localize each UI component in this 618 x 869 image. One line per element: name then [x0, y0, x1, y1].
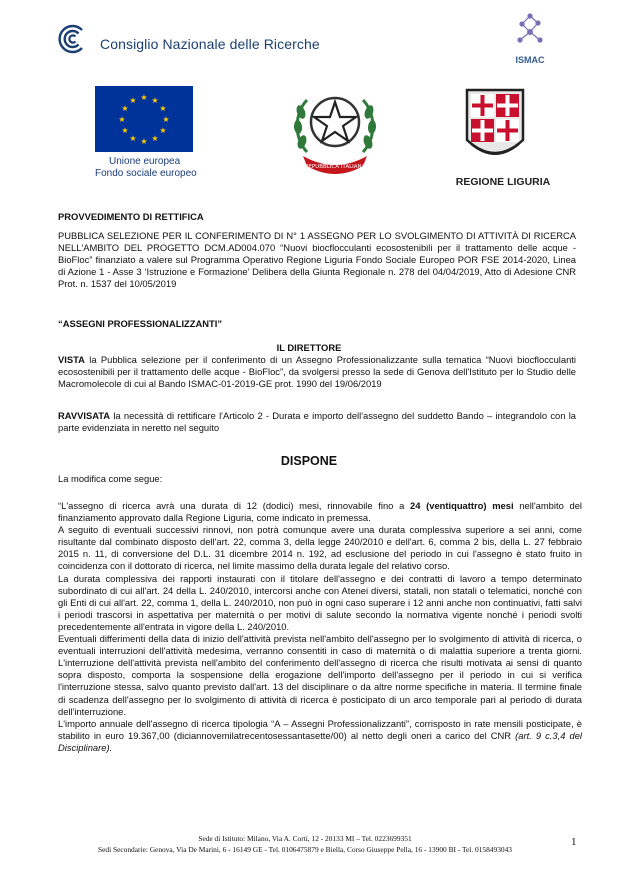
footer-line-1: Sede di Istituto: Milano, Via A. Corti, 12 - 20133 MI – Tel. 0223699351 — [198, 834, 412, 843]
cnr-logo-icon — [56, 22, 90, 56]
svg-text:★: ★ — [121, 126, 129, 135]
liguria-shield — [463, 86, 527, 172]
ravvisata-text: la necessità di rettificare l'Articolo 2 - Durata e importo dell'assegno del suddetto Bando – integrandolo con la parte evidenziata in neretto nel seguito — [58, 410, 576, 434]
director-heading: IL DIRETTORE — [276, 342, 342, 353]
region-name: REGIONE LIGURIA — [455, 176, 551, 188]
p5-text: L'importo annuale dell'assegno di ricerca tipologia “A – Assegni Professionalizzanti”, corrisposto in rate mensili posticipate, è stabilito in euro 19.367,00 (diciannovemilatrecentosessantasette/00) al netto degli oneri a carico del CNR — [58, 717, 582, 741]
italian-emblem — [285, 82, 385, 182]
vista-keyword: VISTA — [58, 354, 85, 365]
assegni-heading: “ASSEGNI PROFESSIONALIZZANTI” — [58, 318, 223, 329]
emblem-ribbon-text: REPUBBLICA ITALIANA — [304, 164, 366, 170]
page-number: 1 — [571, 836, 577, 848]
svg-text:★: ★ — [151, 96, 159, 105]
emblem-icon — [285, 82, 385, 182]
shield-icon — [463, 86, 527, 172]
svg-text:★: ★ — [121, 104, 129, 113]
cnr-logo — [56, 22, 90, 56]
vista-paragraph — [58, 354, 576, 390]
vista-text: la Pubblica selezione per il conferimento di un Assegno Professionalizzante sulla tematica “Nuovi biocflocculanti ecosostenibili per il trattamento delle acque - BioFloc”, da svolgersi presso la sede di Genova dell'Istituto per lo Studio delle Macromolecole di cui al Bando ISMAC-01-2019-GE prot. 1990 del 19/06/2019 — [58, 354, 576, 390]
intro-text: PUBBLICA SELEZIONE PER IL CONFERIMENTO DI N° 1 ASSEGNO PER LO SVOLGIMENTO DI ATTIVITÀ DI RICERCA NELL'AMBITO DEL PROGETTO DCM.AD004.070 “Nuovi biocflocculanti ecosostenibili per il trattamento delle acque - BioFloc” finanziato a valere sul Programma Operativo Regione Liguria Fondo Sociale Europeo POR FSE 2014-2020, Linea di Azione 1 - Asse 3 ‘Istruzione e Formazione’ Delibera della Giunta Regionale n. 278 del 04/04/2019, Atto di Adesione CNR Prot. n. 1537 del 10/05/2019 — [58, 230, 576, 290]
dispone-heading: DISPONE — [280, 454, 338, 468]
paragraph-3: La durata complessiva dei rapporti instaurati con il titolare dell'assegno e dei contratti di lavoro a tempo determinato subordinato di cui all'art. 24 della L. 240/2010, intercorsi anche con Atenei diversi, statali, non statali o telematici, nonché con gli Enti di cui all'art. 22, comma 1, della L. 240/2010, non può in ogni caso superare i 12 anni anche non continuativi, fatti salvi i periodi trascorsi in aspettativa per maternità o per motivi di salute secondo la normativa vigente nonché i periodi svolti precedentemente all'entrata in vigore della L. 240/2010. — [58, 572, 582, 632]
p5-italic: (art. 9 c.3,4 del Disciplinare). — [58, 729, 583, 753]
paragraph-1 — [58, 500, 582, 524]
ismac-label: ISMAC — [515, 55, 545, 65]
svg-text:★: ★ — [140, 93, 148, 102]
eu-flag — [95, 86, 193, 152]
paragraph-2: A seguito di eventuali successivi rinnovi, non potrà comunque avere una durata complessiva superiore a sei anni, come risultante dal combinato disposto dell'art. 22, comma 3, della legge 240/2010 e dell'art. 6, comma 2 bis, della L. 27 febbraio 2015 n. 11, di conversione del D.L. 31 dicembre 2014 n. 192, ad esclusione del periodo in cui l'assegno è stato fruito in coincidenza con il dottorato di ricerca, nel limite massimo della durata legale del relativo corso. — [58, 524, 582, 572]
eu-stars-icon — [95, 86, 193, 152]
svg-text:★: ★ — [151, 134, 159, 143]
ravvisata-keyword: RAVVISATA — [58, 410, 111, 421]
svg-text:★: ★ — [129, 134, 137, 143]
footer-line-2: Sedi Secondarie: Genova, Via De Marini, 6 - 16149 GE - Tel. 0106475879 e Biella, Corso Giuseppe Pella, 16 - 13900 BI - Tel. 0158493043 — [98, 844, 512, 854]
eu-line-2: Fondo sociale europeo — [95, 168, 197, 179]
p1-part-c: nell'ambito del finanziamento approvato dalla Regione Liguria, come indicato in premessa. — [58, 500, 582, 524]
svg-text:★: ★ — [159, 104, 167, 113]
paragraph-4: Eventuali differimenti della data di inizio dell'attività prevista nell'ambito dell'assegno per lo svolgimento di attività di ricerca, o eventuali interruzioni dell'attività medesima, verranno consentiti in caso di maternità o di malattia superiore a trenta giorni. L'interruzione dell'attività prevista nell'ambito del conferimento dell'assegno di ricerca che risulti motivata ai sensi di quanto sopra disposto, comporta la sospensione della erogazione dell'importo dell'assegno per il periodo in cui si verifica l'interruzione stessa, salvo quanto previsto dall'art. 13 del disciplinare o da altre norme specifiche in materia. Il termine finale di scadenza dell'assegno per lo svolgimento di attività di ricerca è posticipato di un arco temporale pari al periodo di durata dell'interruzione. — [58, 633, 582, 717]
org-name: Consiglio Nazionale delle Ricerche — [100, 36, 320, 52]
modifica-line: La modifica come segue: — [58, 473, 163, 484]
eu-caption — [95, 156, 215, 180]
footer — [40, 834, 570, 855]
p1-bold: 24 (ventiquattro) mesi — [409, 500, 514, 511]
eu-line-1: Unione europea — [109, 156, 181, 167]
svg-text:★: ★ — [129, 96, 137, 105]
paragraph-5 — [58, 718, 582, 754]
molecule-icon — [508, 10, 552, 48]
article-text — [58, 500, 582, 754]
svg-text:★: ★ — [118, 115, 126, 124]
ismac-logo — [508, 10, 552, 64]
doc-intro — [58, 230, 576, 290]
svg-text:★: ★ — [159, 126, 167, 135]
svg-text:★: ★ — [162, 115, 170, 124]
ravvisata-paragraph — [58, 410, 576, 434]
svg-text:★: ★ — [140, 137, 148, 146]
p1-part-a: “L'assegno di ricerca avrà una durata di 12 (dodici) mesi, rinnovabile fino a — [58, 500, 410, 511]
doc-title: PROVVEDIMENTO DI RETTIFICA — [58, 211, 204, 222]
